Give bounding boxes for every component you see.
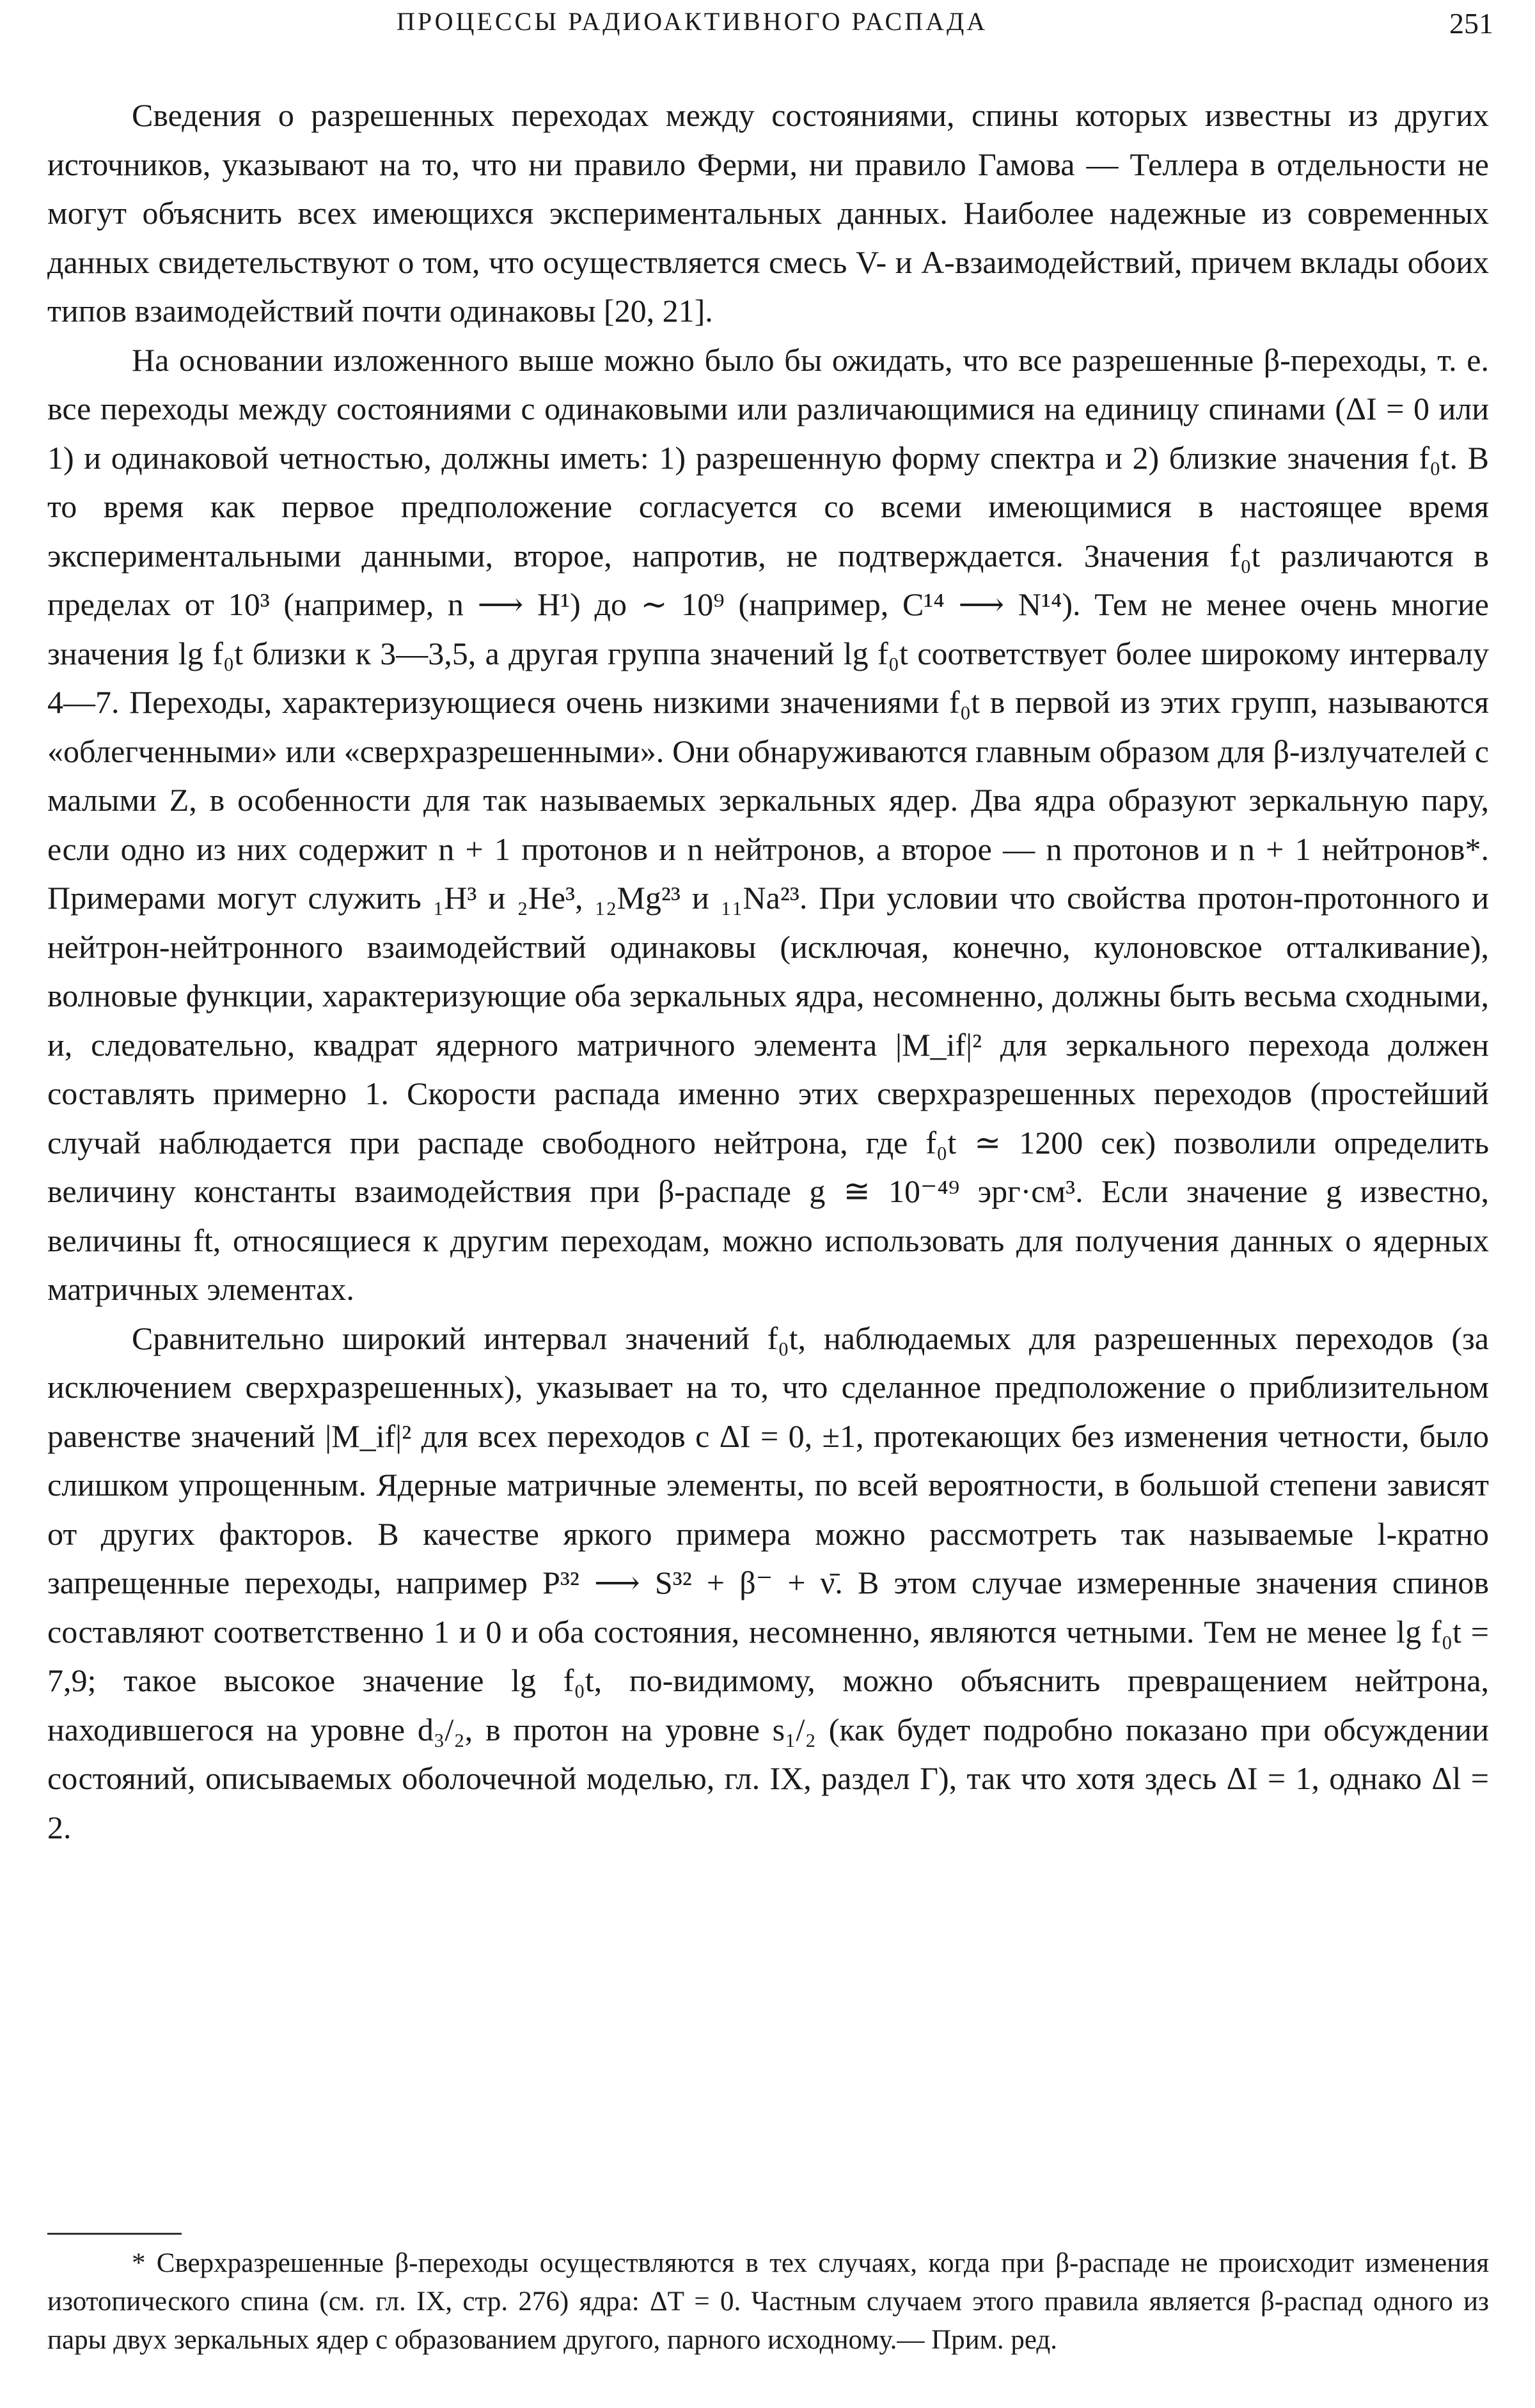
page-header	[0, 6, 1535, 45]
running-title: ПРОЦЕССЫ РАДИОАКТИВНОГО РАСПАДА	[397, 7, 988, 36]
footnote-divider	[47, 2233, 182, 2235]
footnote: * Сверхразрешенные β-переходы осуществляются в тех случаях, когда при β-распаде не происходит изменения изотопического спина (см. гл. IX, стр. 276) ядра: ΔT = 0. Частным случаем этого правила является β-распад одного из пары двух зеркальных ядер с образованием другого, парного исходному.— Прим. ред.	[47, 2248, 1489, 2355]
paragraph-1: Сведения о разрешенных переходах между состояниями, спины которых известны из других источников, указывают на то, что ни правило Ферми, ни правило Гамова — Теллера в отдельности не могут объяснить всех имеющихся экспериментальных данных. Наиболее надежные из современных данных свидетельствуют о том, что осуществляется смесь V- и A-взаимодействий, причем вклады обоих типов взаимодействий почти одинаковы [20, 21].	[47, 97, 1489, 329]
page-number: 251	[1449, 7, 1493, 40]
main-text	[47, 91, 1489, 1852]
paragraph-3: Сравнительно широкий интервал значений f₀t, наблюдаемых для разрешенных переходов (за исключением сверхразрешенных), указывает на то, что сделанное предположение о приблизительном равенстве значений |M_if|² для всех переходов с ΔI = 0, ±1, протекающих без изменения четности, было слишком упрощенным. Ядерные матричные элементы, по всей вероятности, в большой степени зависят от других факторов. В качестве яркого примера можно рассмотреть так называемые l-кратно запрещенные переходы, например P³² ⟶ S³² + β⁻ + ν̄. В этом случае измеренные значения спинов составляют соответственно 1 и 0 и оба состояния, несомненно, являются четными. Тем не менее lg f₀t = 7,9; такое высокое значение lg f₀t, по-видимому, можно объяснить превращением нейтрона, находившегося на уровне d₃/₂, в протон на уровне s₁/₂ (как будет подробно показано при обсуждении состояний, описываемых оболочечной моделью, гл. IX, раздел Г), так что хотя здесь ΔI = 1, однако Δl = 2.	[47, 1320, 1489, 1845]
paragraph-2: На основании изложенного выше можно было бы ожидать, что все разрешенные β-переходы, т. е. все переходы между состояниями с одинаковыми или различающимися на единицу спинами (ΔI = 0 или 1) и одинаковой четностью, должны иметь: 1) разрешенную форму спектра и 2) близкие значения f₀t. В то время как первое предположение согласуется со всеми имеющимися в настоящее время экспериментальными данными, второе, напротив, не подтверждается. Значения f₀t различаются в пределах от 10³ (например, n ⟶ H¹) до ∼ 10⁹ (например, C¹⁴ ⟶ N¹⁴). Тем не менее очень многие значения lg f₀t близки к 3—3,5, а другая группа значений lg f₀t соответствует более широкому интервалу 4—7. Переходы, характеризующиеся очень низкими значениями f₀t в первой из этих групп, называются «облегченными» или «сверхразрешенными». Они обнаруживаются главным образом для β-излучателей с малыми Z, в особенности для так называемых зеркальных ядер. Два ядра образуют зеркальную пару, если одно из них содержит n + 1 протонов и n нейтронов, а второе — n протонов и n + 1 нейтронов*. Примерами могут служить ₁H³ и ₂He³, ₁₂Mg²³ и ₁₁Na²³. При условии что свойства протон-протонного и нейтрон-нейтронного взаимодействий одинаковы (исключая, конечно, кулоновское отталкивание), волновые функции, характеризующие оба зеркальных ядра, несомненно, должны быть весьма сходными, и, следовательно, квадрат ядерного матричного элемента |M_if|² для зеркального перехода должен составлять примерно 1. Скорости распада именно этих сверхразрешенных переходов (простейший случай наблюдается при распаде свободного нейтрона, где f₀t ≃ 1200 сек) позволили определить величину константы взаимодействия при β-распаде g ≅ 10⁻⁴⁹ эрг·см³. Если значение g известно, величины ft, относящиеся к другим переходам, можно использовать для получения данных о ядерных матричных элементах.	[47, 341, 1489, 1307]
